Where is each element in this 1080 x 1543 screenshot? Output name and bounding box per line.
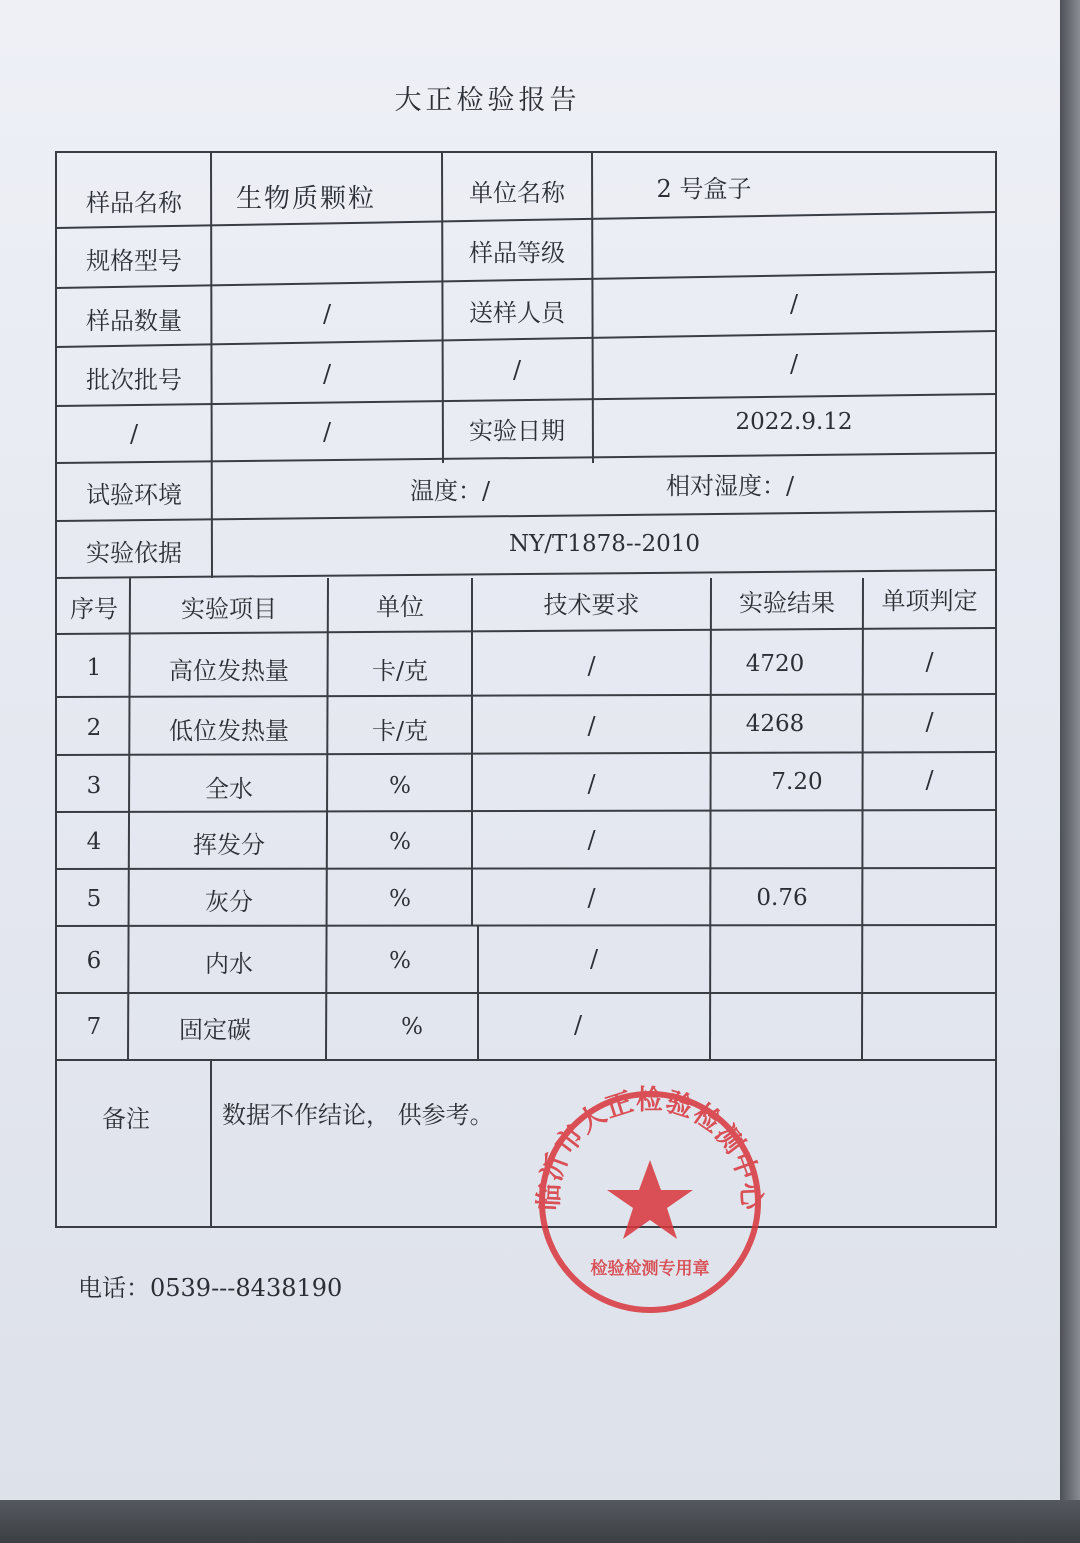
paper-edge-shadow [1060,0,1080,1543]
seal-bottom-text: 检验检测专用章 [590,1259,710,1279]
table-row-5-req: / [587,884,596,912]
official-seal-stamp [530,1082,770,1322]
sample-name-value: 生物质颗粒 [236,183,377,214]
date-value: 2022.9.12 [735,409,853,435]
temperature-text: 温度：/ [409,476,491,505]
table-row-2-judge: / [925,708,934,736]
table-row-3-req: / [587,770,596,798]
date-label: 实验日期 [469,416,565,445]
table-row-6-item: 内水 [205,949,253,978]
basis-value: NY/T1878--2010 [508,531,700,557]
table-row-3-judge: / [925,766,934,794]
unit-name-label: 单位名称 [469,178,565,207]
table-row-7-req: / [573,1011,583,1039]
table-row-1-result: 4720 [745,651,805,677]
table-row-1-judge: / [925,648,934,676]
grade-label: 样品等级 [469,238,565,267]
header-requirement: 技术要求 [543,590,640,619]
grade-value [594,218,994,274]
batch-extra-2: / [789,350,799,378]
seal-org-text: 临沂市大正检验检测中心 [533,1085,767,1212]
humidity-text: 相对湿度：/ [665,471,795,500]
quantity-value: / [322,300,332,328]
table-row-7-judge [863,996,996,1054]
batch-label: 批次批号 [86,365,182,394]
table-row-4-judge [863,812,996,868]
unit-name-value: 2 号盒子 [656,174,752,203]
header-item: 实验项目 [181,594,277,623]
table-row-3-item: 全水 [205,774,253,803]
table-row-1-item: 高位发热量 [169,656,289,685]
table-row-5-item: 灰分 [205,887,253,916]
table-row-1-unit: 卡/克 [371,656,429,685]
sender-label: 送样人员 [469,298,565,327]
table-row-5-result: 0.76 [756,885,808,911]
table-row-3-result: 7.20 [771,769,823,795]
row5-col2-value: / [322,418,332,446]
table-row-1-no: 1 [86,655,102,681]
table-row-1-req: / [587,652,596,680]
table-row-7-no: 7 [86,1014,102,1040]
remarks-text: 数据不作结论， 供参考。 [222,1100,494,1129]
table-row-4-no: 4 [86,829,102,855]
table-row-2-item: 低位发热量 [169,716,289,745]
table-row-5-no: 5 [86,886,102,912]
table-row-7-item: 固定碳 [179,1015,251,1044]
table-row-4-req: / [587,826,596,854]
seal-star-icon [607,1160,693,1239]
table-row-6-unit: % [389,948,411,974]
sample-name-label: 样品名称 [86,188,182,217]
sender-value: / [789,290,799,318]
spec-label: 规格型号 [86,246,182,275]
table-row-5-judge [863,870,996,926]
header-result: 实验结果 [739,588,835,617]
table-row-6-req: / [589,945,599,973]
table-row-6-judge [863,930,996,988]
remarks-label: 备注 [102,1104,150,1133]
table-row-7-result [711,996,863,1054]
table-row-4-unit: % [389,829,411,855]
header-judgement: 单项判定 [881,586,978,615]
header-no: 序号 [70,594,118,623]
basis-label: 实验依据 [86,538,182,567]
phone-number: 电话：0539---8438190 [78,1274,343,1302]
table-row-4-item: 挥发分 [193,830,265,859]
table-row-7-unit: % [401,1014,423,1040]
spec-value [213,226,441,282]
env-label: 试验环境 [86,480,182,509]
table-row-2-no: 2 [86,715,102,741]
row5-col1-value: / [129,420,139,448]
table-row-2-result: 4268 [745,711,805,737]
header-unit: 单位 [376,592,424,621]
table-row-5-unit: % [389,886,411,912]
table-row-4-result [711,812,863,868]
table-row-6-result [711,930,863,988]
table-row-3-unit: % [389,773,411,799]
table-row-3-no: 3 [86,773,102,799]
quantity-label: 样品数量 [86,306,182,335]
report-title: 大正检验报告 [394,85,581,116]
table-surface-bottom [0,1500,1080,1543]
batch-value: / [322,360,332,388]
batch-extra-1: / [512,356,522,384]
table-row-2-unit: 卡/克 [371,716,429,745]
table-row-6-no: 6 [86,948,102,974]
table-row-2-req: / [587,712,596,740]
